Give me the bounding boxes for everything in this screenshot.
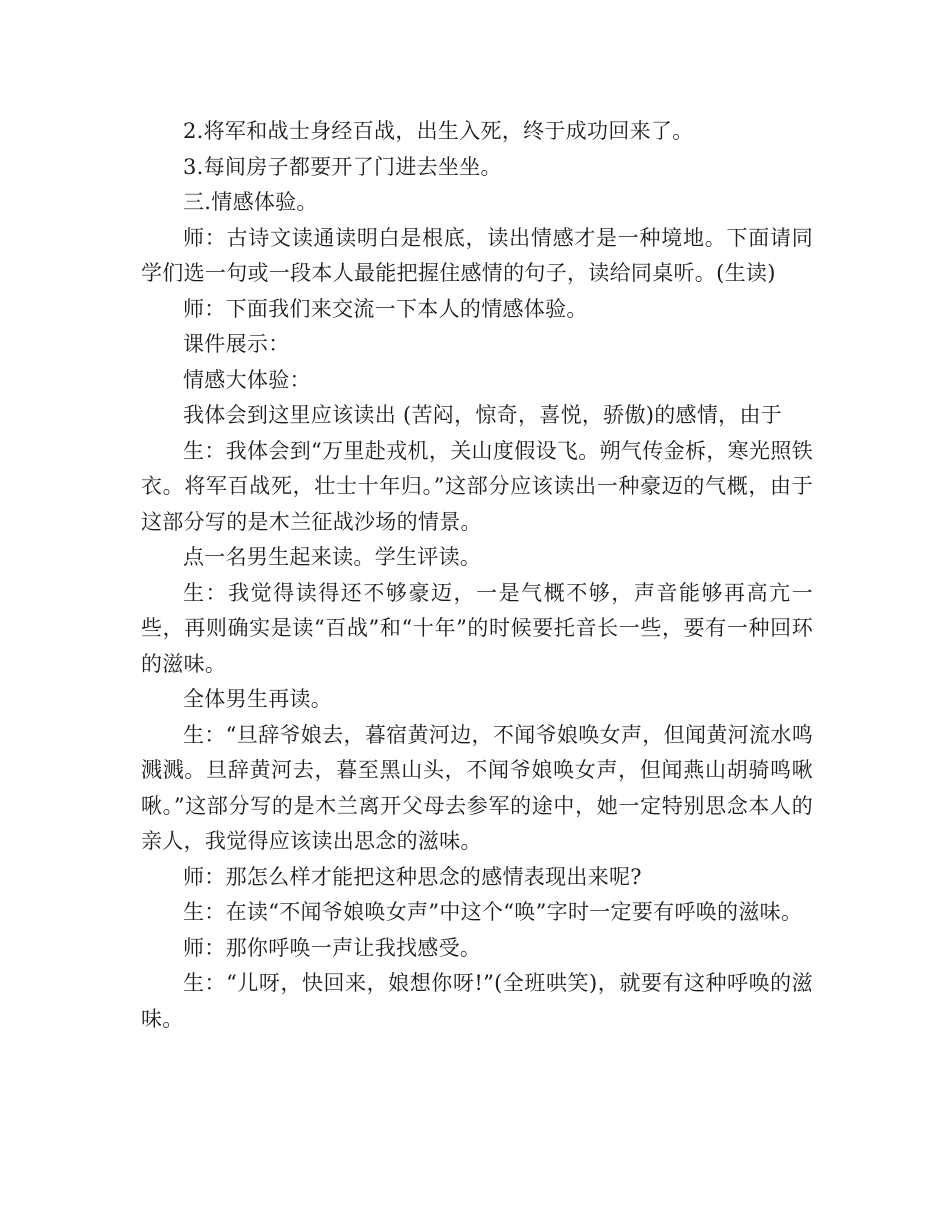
paragraph: 生：在读“不闻爷娘唤女声”中这个“唤”字时一定要有呼唤的滋味。: [183, 900, 803, 924]
paragraph: 3.每间房子都要开了门进去坐坐。: [183, 154, 502, 179]
paragraph: 课件展示：: [183, 332, 290, 356]
paragraph: 师：那怎么样才能把这种思念的感情表现出来呢?: [183, 864, 642, 889]
paragraph: 生：我体会到“万里赴戎机，关山度假设飞。朔气传金柝，寒光照铁衣。将军百战死，壮士十年归。”这部分应该读出一种豪迈的气概，由于这部分写的是木兰征战沙场的情景。: [141, 438, 813, 534]
paragraph: 师：古诗文读通读明白是根底，读出情感才是一种境地。下面请同学们选一句或一段本人最能把握住感情的句子，读给同桌听。(生读): [141, 225, 813, 285]
paragraph: 情感大体验：: [183, 367, 311, 392]
section-heading: 三.情感体验。: [183, 190, 318, 214]
paragraph: 生：我觉得读得还不够豪迈，一是气概不够，声音能够再高亢一些，再则确实是读“百战”和“十年”的时候要托音长一些，要有一种回环的滋味。: [141, 580, 813, 676]
paragraph: 生：“旦辞爷娘去，暮宿黄河边，不闻爷娘唤女声，但闻黄河流水鸣溅溅。旦辞黄河去，暮至黑山头，不闻爷娘唤女声，但闻燕山胡骑鸣啾啾。”这部分写的是木兰离开父母去参军的途中，她一定特别思念本人的亲人，我觉得应该读出思念的滋味。: [141, 722, 813, 853]
paragraph: 全体男生再读。: [183, 687, 333, 711]
paragraph: 点一名男生起来读。学生评读。: [183, 545, 482, 569]
paragraph: 师：下面我们来交流一下本人的情感体验。: [183, 296, 588, 321]
paragraph: 我体会到这里应该读出 (苦闷，惊奇，喜悦，骄傲)的感情，由于: [183, 403, 783, 427]
paragraph: 师：那你呼唤一声让我找感受。: [183, 935, 482, 960]
paragraph: 2.将军和战士身经百战，出生入死，终于成功回来了。: [183, 119, 694, 143]
paragraph: 生：“儿呀，快回来，娘想你呀!”(全班哄笑)，就要有这种呼唤的滋味。: [141, 971, 813, 1031]
document-body: [141, 114, 813, 1037]
